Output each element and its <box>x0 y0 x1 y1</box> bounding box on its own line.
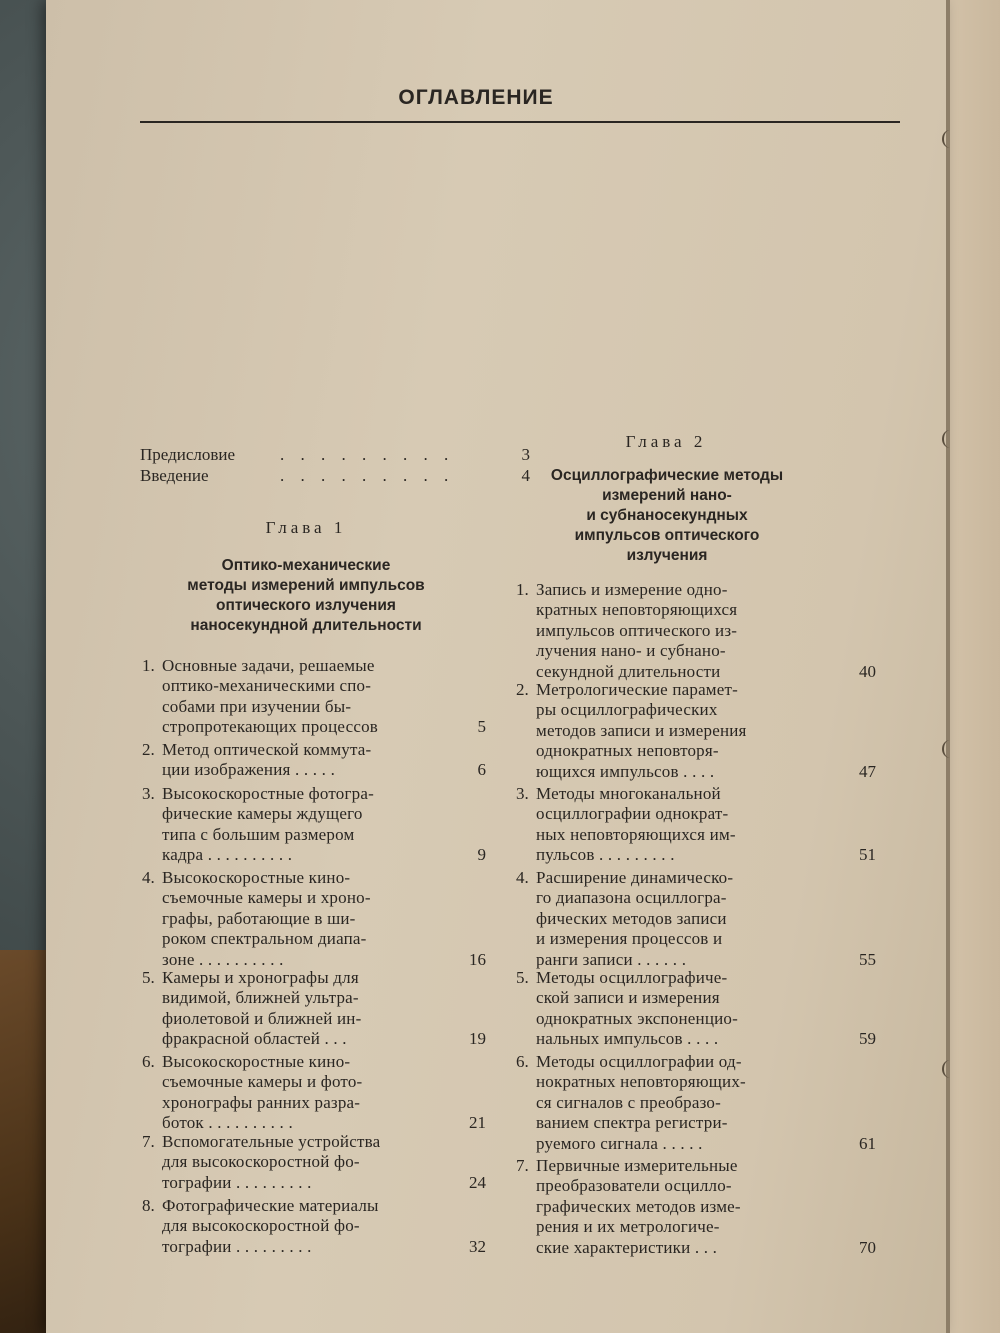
chapter-title-line: импульсов оптического <box>574 527 760 544</box>
toc-entry-line: Высокоскоростные фотогра- <box>162 784 374 803</box>
toc-entry-line: Методы осциллографии од- <box>536 1052 742 1071</box>
toc-entry-title <box>536 1156 836 1258</box>
toc-entry <box>142 1132 486 1193</box>
chapter-title-line: Оптико-механические <box>221 557 391 574</box>
chapter-title-line: методы измерений импульсов <box>187 577 425 594</box>
chapter-title-line: излучения <box>626 547 708 564</box>
toc-entry-line: осциллографии однократ- <box>536 804 729 824</box>
toc-entry-line: съемочные камеры и фото- <box>162 1072 363 1092</box>
toc-entry-line: съемочные камеры и хроно- <box>162 888 371 908</box>
toc-entry-page: 32 <box>469 1236 486 1256</box>
toc-entry-line: тографии . . . . . . . . . <box>162 1172 312 1192</box>
chapter-title-line: оптического излучения <box>216 597 396 614</box>
toc-entry-line: однократных экспоненцио- <box>536 1008 738 1028</box>
toc-entry-page: 19 <box>469 1029 486 1049</box>
toc-entry-line: ранги записи . . . . . . <box>536 949 687 969</box>
toc-entry-number: 6. <box>516 1052 529 1071</box>
toc-entry-number: 3. <box>142 784 155 803</box>
toc-entry-title <box>536 580 836 682</box>
toc-entry-page: 16 <box>469 949 486 969</box>
toc-entry-line: ры осциллографических <box>536 700 718 720</box>
toc-entry-line: стропротекающих процессов <box>162 717 378 737</box>
toc-entry-number: 8. <box>142 1196 155 1215</box>
toc-entry-line: Запись и измерение одно- <box>536 580 728 599</box>
toc-entry-number: 4. <box>142 868 155 887</box>
leader-dots: . . . . . . . . . <box>280 466 455 485</box>
toc-entry-line: видимой, ближней ультра- <box>162 988 359 1008</box>
toc-entry-number: 1. <box>142 656 155 675</box>
toc-entry <box>142 656 486 738</box>
front-matter-introduction <box>140 465 530 487</box>
toc-entry-number: 5. <box>142 968 155 987</box>
toc-entry-number: 6. <box>142 1052 155 1071</box>
toc-entry-title <box>162 740 466 781</box>
toc-entry-line: ющихся импульсов . . . . <box>536 761 715 781</box>
chapter2-label: Глава 2 <box>625 432 707 451</box>
toc-entry-page: 70 <box>859 1237 876 1257</box>
toc-entry-line: лучения нано- и субнано- <box>536 641 726 661</box>
toc-entry-line: го диапазона осциллогра- <box>536 888 727 908</box>
toc-entry-line: Метрологические парамет- <box>536 680 739 699</box>
toc-entry-line: хронографы ранних разра- <box>162 1092 361 1112</box>
toc-entry-page: 59 <box>859 1029 876 1049</box>
toc-entry <box>142 1052 486 1134</box>
toc-entry-page: 40 <box>859 661 876 681</box>
toc-entry-page: 5 <box>477 717 486 737</box>
toc-entry-line: фические камеры ждущего <box>162 804 363 824</box>
toc-entry-line: Расширение динамическо- <box>536 868 734 887</box>
toc-entry-title <box>162 784 466 866</box>
toc-entry-line: Методы осциллографиче- <box>536 968 728 987</box>
book-page <box>46 0 946 1333</box>
toc-entry-number: 7. <box>142 1132 155 1151</box>
toc-entry-line: роком спектральном диапа- <box>162 929 367 949</box>
toc-entry-line: Основные задачи, решаемые <box>162 656 375 675</box>
toc-entry <box>516 580 876 682</box>
toc-entry-number: 2. <box>142 740 155 759</box>
chapter-title-line: измерений нано- <box>602 487 732 504</box>
toc-entry-number: 7. <box>516 1156 529 1175</box>
toc-entry-page: 55 <box>859 949 876 969</box>
toc-entry-line: секундной длительности <box>536 661 721 681</box>
toc-entry-line: боток . . . . . . . . . . <box>162 1113 293 1133</box>
toc-entry-line: Высокоскоростные кино- <box>162 1052 351 1071</box>
toc-entry-title <box>536 868 836 970</box>
toc-entry-line: собами при изучении бы- <box>162 696 352 716</box>
toc-entry-title <box>536 1052 836 1154</box>
toc-entry-line: Высокоскоростные кино- <box>162 868 351 887</box>
toc-entry-line: нократных неповторяющих- <box>536 1072 746 1092</box>
chapter-title-line: и субнаносекундных <box>586 507 748 524</box>
toc-entry-number: 4. <box>516 868 529 887</box>
chapter1-title <box>146 556 466 636</box>
toc-entry-line: графических методов изме- <box>536 1196 741 1216</box>
toc-entry-line: Фотографические материалы <box>162 1196 379 1215</box>
toc-entry-number: 2. <box>516 680 529 699</box>
toc-entry <box>142 784 486 866</box>
toc-entry <box>516 968 876 1050</box>
toc-entry-page: 6 <box>477 760 486 780</box>
chapter-title-line: Осциллографические методы <box>550 467 784 484</box>
toc-entry-line: преобразователи осцилло- <box>536 1176 732 1196</box>
toc-entry-title <box>162 968 466 1050</box>
toc-entry-line: методов записи и измерения <box>536 720 747 740</box>
front-matter-label: Введение <box>140 466 209 485</box>
toc-entry-title <box>536 968 836 1050</box>
toc-entry-line: тографии . . . . . . . . . <box>162 1236 312 1256</box>
binding-stitch <box>942 430 958 448</box>
front-matter-page: 4 <box>521 466 530 485</box>
front-matter-preface <box>140 444 530 466</box>
toc-entry-line: Методы многоканальной <box>536 784 721 803</box>
toc-entry-title <box>162 1052 466 1134</box>
leader-dots: . . . . . . . . . <box>280 445 455 464</box>
toc-entry-line: типа с большим размером <box>162 824 355 844</box>
page-title: ОГЛАВЛЕНИЕ <box>398 86 554 109</box>
toc-entry <box>142 740 486 781</box>
toc-entry-line: ных неповторяющихся им- <box>536 824 736 844</box>
toc-entry-title <box>536 784 836 866</box>
toc-entry-line: ванием спектра регистри- <box>536 1113 728 1133</box>
toc-entry-line: Метод оптической коммута- <box>162 740 372 759</box>
toc-entry <box>142 1196 486 1257</box>
toc-entry <box>142 868 486 970</box>
toc-entry-number: 3. <box>516 784 529 803</box>
toc-entry-line: импульсов оптического из- <box>536 620 738 640</box>
toc-entry-line: для высокоскоростной фо- <box>162 1152 360 1172</box>
toc-entry <box>516 1052 876 1154</box>
toc-entry-page: 9 <box>477 845 486 865</box>
toc-entry-title <box>162 656 466 738</box>
toc-entry-title <box>162 868 466 970</box>
toc-entry-page: 24 <box>469 1172 486 1192</box>
toc-entry-line: фракрасной областей . . . <box>162 1029 347 1049</box>
binding-stitch <box>942 740 958 758</box>
toc-entry-line: зоне . . . . . . . . . . <box>162 949 284 969</box>
toc-entry-line: рения и их метрологиче- <box>536 1217 720 1237</box>
chapter1-label: Глава 1 <box>265 518 347 537</box>
toc-entry-line: ские характеристики . . . <box>536 1237 718 1257</box>
toc-entry <box>516 1156 876 1258</box>
binding-stitch <box>942 1060 958 1078</box>
toc-entry-line: пульсов . . . . . . . . . <box>536 845 675 865</box>
toc-entry-line: Камеры и хронографы для <box>162 968 359 987</box>
toc-entry-line: графы, работающие в ши- <box>162 908 356 928</box>
toc-entry-line: нальных импульсов . . . . <box>536 1029 719 1049</box>
toc-entry-line: ции изображения . . . . . <box>162 760 336 780</box>
page-spine <box>946 0 950 1333</box>
title-rule <box>140 121 900 123</box>
toc-entry-title <box>162 1132 466 1193</box>
chapter-title-line: наносекундной длительности <box>190 617 422 634</box>
toc-entry-number: 1. <box>516 580 529 599</box>
binding-stitch <box>942 130 958 148</box>
front-matter-page: 3 <box>521 445 530 464</box>
toc-entry-line: ся сигналов с преобразо- <box>536 1092 721 1112</box>
toc-entry-page: 51 <box>859 845 876 865</box>
toc-entry-line: и измерения процессов и <box>536 929 723 949</box>
toc-entry-line: оптико-механическими спо- <box>162 676 372 696</box>
toc-entry <box>142 968 486 1050</box>
toc-entry-page: 47 <box>859 761 876 781</box>
toc-entry-line: Вспомогательные устройства <box>162 1132 381 1151</box>
toc-entry-page: 61 <box>859 1133 876 1153</box>
toc-entry-line: фических методов записи <box>536 908 727 928</box>
toc-entry-line: руемого сигнала . . . . . <box>536 1133 703 1153</box>
toc-entry-line: кадра . . . . . . . . . . <box>162 845 293 865</box>
toc-entry <box>516 784 876 866</box>
toc-entry-page: 21 <box>469 1113 486 1133</box>
toc-entry-number: 5. <box>516 968 529 987</box>
toc-entry-line: ской записи и измерения <box>536 988 720 1008</box>
toc-entry-title <box>536 680 836 782</box>
toc-entry-line: фиолетовой и ближней ин- <box>162 1008 362 1028</box>
toc-entry <box>516 680 876 782</box>
toc-entry-line: Первичные измерительные <box>536 1156 738 1175</box>
toc-entry-line: кратных неповторяющихся <box>536 600 738 620</box>
front-matter-label: Предисловие <box>140 445 236 464</box>
toc-entry-line: для высокоскоростной фо- <box>162 1216 360 1236</box>
chapter2-title <box>512 466 822 566</box>
toc-entry <box>516 868 876 970</box>
toc-entry-line: однократных неповторя- <box>536 741 719 761</box>
toc-entry-title <box>162 1196 466 1257</box>
